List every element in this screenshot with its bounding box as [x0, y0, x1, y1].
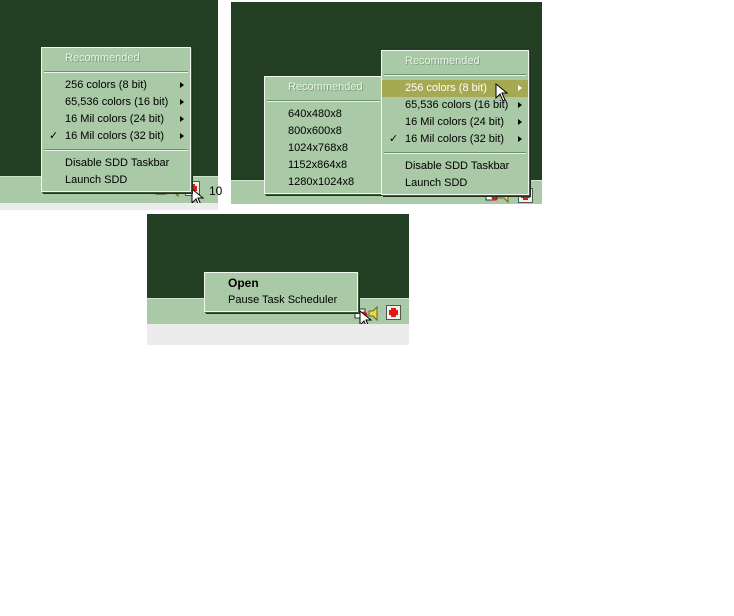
menu-item-pause-task-scheduler[interactable]: Pause Task Scheduler	[228, 294, 338, 306]
menu-separator	[44, 71, 188, 73]
menu-separator	[267, 100, 380, 102]
menu-header-recommended: Recommended	[65, 52, 140, 64]
menu-item-resolution[interactable]: 1280x1024x8	[288, 176, 355, 188]
menu-item-label: 16 Mil colors (32 bit)	[65, 130, 165, 142]
menu-item-resolution[interactable]: 800x600x8	[288, 125, 342, 137]
menu-item-16mil-24bit[interactable]	[382, 114, 528, 131]
menu-item-label: 16 Mil colors (32 bit)	[405, 133, 505, 145]
menu-item-disable-sdd-taskbar[interactable]: Disable SDD Taskbar	[65, 157, 170, 169]
below-taskbar	[147, 324, 409, 345]
menu-item-label: 65,536 colors (16 bit)	[65, 96, 169, 108]
menu-header-recommended: Recommended	[405, 55, 480, 67]
submenu-arrow-icon	[518, 102, 522, 108]
menu-item-label: 256 colors (8 bit)	[65, 79, 147, 91]
screenshot-panel-1	[0, 0, 223, 210]
menu-item-label: 16 Mil colors (24 bit)	[405, 116, 505, 128]
resolution-submenu	[264, 76, 383, 194]
clock-fragment: 10	[209, 184, 223, 198]
menu-item-resolution[interactable]: 640x480x8	[288, 108, 342, 120]
submenu-arrow-icon	[180, 99, 184, 105]
menu-item-256-colors[interactable]	[42, 77, 190, 94]
sdd-context-menu	[41, 47, 191, 192]
menu-item-label: 256 colors (8 bit)	[405, 82, 487, 94]
menu-header-recommended: Recommended	[288, 81, 363, 93]
submenu-arrow-icon	[180, 82, 184, 88]
submenu-arrow-icon	[180, 116, 184, 122]
below-taskbar	[0, 203, 218, 210]
submenu-arrow-icon	[518, 136, 522, 142]
menu-separator	[44, 149, 188, 151]
submenu-arrow-icon	[180, 133, 184, 139]
menu-item-resolution[interactable]: 1024x768x8	[288, 142, 348, 154]
sdd-context-menu	[381, 50, 529, 195]
menu-item-launch-sdd[interactable]: Launch SDD	[65, 174, 128, 186]
check-icon: ✓	[49, 130, 59, 142]
menu-item-disable-sdd-taskbar[interactable]: Disable SDD Taskbar	[405, 160, 510, 172]
menu-separator	[384, 152, 526, 154]
screenshot-panel-3	[147, 214, 409, 345]
task-scheduler-context-menu	[204, 272, 358, 312]
menu-separator	[384, 74, 526, 76]
menu-item-label: 16 Mil colors (24 bit)	[65, 113, 165, 125]
submenu-arrow-icon	[518, 119, 522, 125]
menu-item-resolution[interactable]: 1152x864x8	[288, 159, 348, 171]
menu-item-16mil-32bit[interactable]	[42, 128, 190, 145]
menu-item-launch-sdd[interactable]: Launch SDD	[405, 177, 468, 189]
screenshot-panel-2	[231, 2, 542, 203]
check-icon: ✓	[389, 133, 399, 145]
menu-item-16mil-24bit[interactable]	[42, 111, 190, 128]
submenu-arrow-icon	[518, 85, 522, 91]
menu-item-open[interactable]: Open	[228, 276, 259, 290]
menu-item-label: 65,536 colors (16 bit)	[405, 99, 509, 111]
menu-item-16mil-32bit[interactable]	[382, 131, 528, 148]
sdd-tray-icon[interactable]	[386, 305, 401, 318]
menu-item-65536-colors[interactable]	[42, 94, 190, 111]
